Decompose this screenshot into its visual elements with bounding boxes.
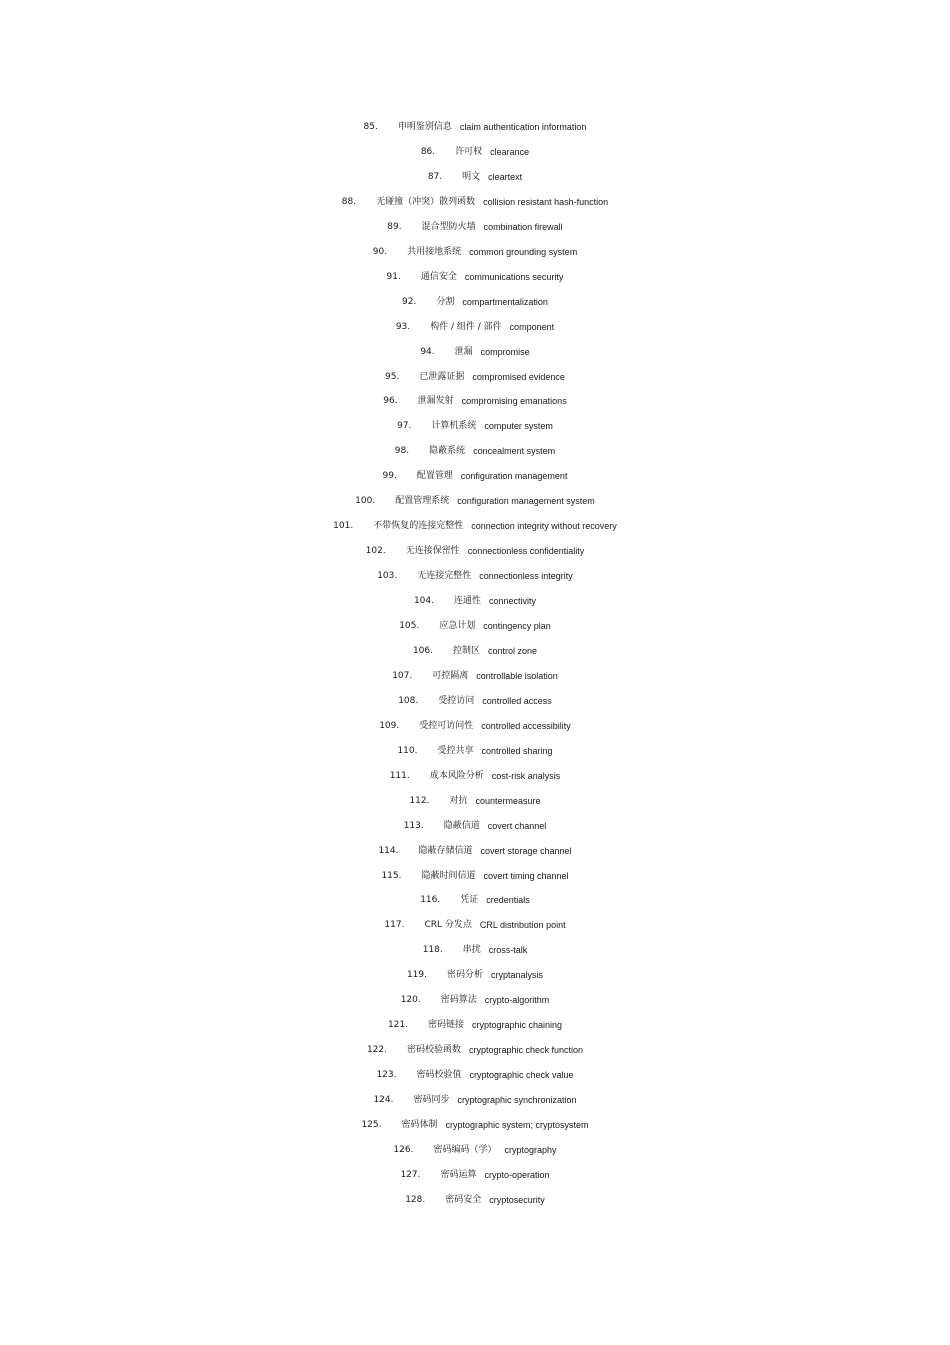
entry-chinese-term: 成本风险分析 [429,771,484,781]
glossary-entry [0,217,950,237]
entry-chinese-term: 计算机系统 [431,421,477,431]
entry-chinese-term: 共用接地系统 [407,247,462,257]
glossary-entry [0,391,950,411]
entry-english-term: cryptographic chaining [472,1020,563,1030]
entry-chinese-term: 无碰撞（冲突）散列函数 [376,197,476,207]
entry-number: 118. [422,945,443,955]
entry-number: 88. [341,197,357,207]
entry-number: 109. [379,721,400,731]
entry-chinese-term: 应急计划 [439,621,476,631]
entry-number: 94. [420,347,435,357]
glossary-entry [0,367,950,387]
entry-english-term: controlled sharing [481,746,553,756]
entry-english-term: cryptographic system; cryptosystem [445,1120,589,1130]
entry-number: 90. [372,247,388,257]
entry-number: 108. [398,696,419,706]
glossary-entry [0,342,950,362]
entry-chinese-term: 配置管理 [416,471,453,481]
entry-chinese-term: 密码编码（学） [433,1145,497,1155]
entry-number: 91. [386,272,401,282]
entry-number: 103. [377,571,398,581]
entry-number: 126. [393,1145,414,1155]
entry-number: 107. [392,671,413,681]
entry-chinese-term: 控制区 [453,646,481,656]
glossary-entry [0,466,950,486]
entry-english-term: contingency plan [483,621,551,631]
entry-number: 95. [385,372,400,382]
entry-chinese-term: 已泄露证据 [419,372,465,382]
glossary-entry [0,292,950,312]
entry-chinese-term: 无连接保密性 [405,546,460,556]
entry-chinese-term: 连通性 [454,596,482,606]
glossary-entry [0,1015,950,1035]
entry-english-term: compromise [480,347,530,357]
entry-chinese-term: 密码体制 [401,1120,438,1130]
entry-number: 116. [420,895,441,905]
glossary-entry [0,816,950,836]
entry-chinese-term: 配置管理系统 [395,496,450,506]
entry-number: 120. [400,995,421,1005]
entry-number: 85. [363,122,378,132]
entry-english-term: common grounding system [469,247,578,257]
entry-number: 114. [378,846,399,856]
entry-english-term: cryptosecurity [489,1195,545,1205]
entry-english-term: claim authentication information [459,122,587,132]
glossary-entry [0,915,950,935]
glossary-entry [0,741,950,761]
entry-chinese-term: 密码校验函数 [406,1045,461,1055]
entry-english-term: combination firewall [483,222,563,232]
entry-chinese-term: 明文 [462,172,481,182]
entry-english-term: cryptographic check function [469,1045,584,1055]
entry-chinese-term: 分割 [436,297,455,307]
entry-english-term: compartmentalization [462,297,548,307]
glossary-entry [0,491,950,511]
glossary-entry [0,1040,950,1060]
entry-english-term: computer system [484,421,553,431]
entry-number: 127. [400,1170,421,1180]
entry-chinese-term: 泄漏发射 [417,396,454,406]
glossary-entry [0,1115,950,1135]
entry-english-term: CRL distribution point [479,920,566,930]
entry-number: 101. [333,521,354,531]
entry-number: 98. [394,446,410,456]
entry-chinese-term: 隐蔽时间信道 [421,871,476,881]
entry-chinese-term: 受控共享 [437,746,474,756]
entry-number: 93. [395,322,411,332]
entry-number: 128. [405,1195,426,1205]
entry-chinese-term: 密码算法 [440,995,477,1005]
entry-number: 97. [397,421,412,431]
entry-number: 112. [409,796,430,806]
entry-english-term: communications security [464,272,564,282]
entry-english-term: crypto-algorithm [484,995,550,1005]
entry-english-term: cryptographic check value [469,1070,574,1080]
glossary-entry [0,242,950,262]
glossary-entry [0,1090,950,1110]
entry-chinese-term: 混合型防火墙 [421,222,476,232]
glossary-entry [0,566,950,586]
entry-english-term: connectionless integrity [479,571,573,581]
glossary-entry [0,541,950,561]
entry-english-term: connection integrity without recovery [471,521,617,531]
glossary-entry [0,841,950,861]
glossary-entry [0,791,950,811]
entry-number: 110. [397,746,418,756]
entry-number: 122. [366,1045,387,1055]
entry-english-term: connectivity [489,596,537,606]
entry-english-term: controlled accessibility [481,721,571,731]
entry-english-term: cross-talk [488,945,528,955]
entry-chinese-term: 无连接完整性 [417,571,472,581]
entry-chinese-term: 受控访问 [438,696,475,706]
glossary-entry [0,516,950,536]
glossary-entry [0,1165,950,1185]
entry-english-term: controlled access [482,696,552,706]
entry-chinese-term: 许可权 [455,147,483,157]
entry-number: 111. [389,771,410,781]
entry-english-term: clearance [490,147,530,157]
glossary-entry [0,591,950,611]
glossary-entry [0,990,950,1010]
entry-english-term: cost-risk analysis [491,771,561,781]
glossary-entry [0,940,950,960]
entry-chinese-term: 可控隔离 [432,671,469,681]
glossary-entry [0,691,950,711]
entry-number: 86. [420,147,436,157]
entry-english-term: controllable isolation [476,671,558,681]
entry-english-term: component [509,322,555,332]
entry-english-term: connectionless confidentiality [467,546,585,556]
entry-chinese-term: 对抗 [449,796,468,806]
entry-number: 89. [387,222,402,232]
entry-chinese-term: 串扰 [462,945,481,955]
entry-chinese-term: 受控可访问性 [419,721,474,731]
entry-number: 125. [361,1120,382,1130]
entry-number: 117. [384,920,405,930]
glossary-entry [0,1065,950,1085]
glossary-entry [0,167,950,187]
entry-english-term: configuration management [460,471,568,481]
glossary-entry [0,641,950,661]
entry-number: 92. [402,297,417,307]
entry-number: 124. [373,1095,394,1105]
entry-chinese-term: 密码同步 [413,1095,450,1105]
glossary-entry [0,117,950,137]
entry-number: 106. [412,646,433,656]
entry-chinese-term: 密码安全 [445,1195,482,1205]
glossary-entry [0,1140,950,1160]
entry-english-term: cryptographic synchronization [457,1095,577,1105]
entry-english-term: crypto-operation [484,1170,550,1180]
glossary-entry [0,142,950,162]
glossary-entry [0,890,950,910]
entry-english-term: covert channel [487,821,547,831]
entry-number: 113. [403,821,424,831]
entry-number: 102. [365,546,386,556]
entry-english-term: credentials [486,895,530,905]
glossary-entry [0,866,950,886]
entry-chinese-term: 泄漏 [454,347,473,357]
entry-english-term: countermeasure [475,796,541,806]
entry-english-term: collision resistant hash-function [483,197,609,207]
glossary-entry [0,441,950,461]
entry-chinese-term: 密码校验值 [416,1070,462,1080]
glossary-entry [0,416,950,436]
entry-english-term: compromised evidence [472,372,565,382]
entry-chinese-term: 密码运算 [440,1170,477,1180]
entry-chinese-term: 密码链接 [427,1020,464,1030]
entry-number: 119. [406,970,427,980]
entry-english-term: compromising emanations [461,396,567,406]
entry-english-term: cryptanalysis [491,970,544,980]
entry-number: 87. [427,172,443,182]
entry-chinese-term: 申明鉴别信息 [397,122,452,132]
entry-english-term: covert timing channel [483,871,569,881]
entry-chinese-term: 隐蔽存储信道 [418,846,473,856]
glossary-entry [0,192,950,212]
entry-english-term: concealment system [473,446,556,456]
entry-english-term: cryptography [504,1145,557,1155]
glossary-entry [0,965,950,985]
entry-number: 96. [383,396,398,406]
glossary-entry [0,766,950,786]
entry-number: 121. [387,1020,408,1030]
entry-chinese-term: 不带恢复的连接完整性 [373,521,464,531]
glossary-entry [0,267,950,287]
entry-number: 104. [413,596,434,606]
glossary-entry [0,716,950,736]
entry-number: 99. [382,471,397,481]
entry-chinese-term: 隐蔽系统 [429,446,466,456]
entry-number: 100. [355,496,376,506]
entry-number: 115. [381,871,402,881]
entry-number: 105. [399,621,420,631]
entry-chinese-term: 凭证 [460,895,479,905]
entry-english-term: configuration management system [457,496,595,506]
entry-chinese-term: 隐蔽信道 [443,821,480,831]
glossary-entry [0,317,950,337]
entry-chinese-term: CRL 分发点 [424,920,472,930]
glossary-entry [0,1190,950,1210]
entry-chinese-term: 通信安全 [420,272,457,282]
glossary-entry [0,666,950,686]
glossary-entry [0,616,950,636]
entry-english-term: covert storage channel [480,846,572,856]
entry-chinese-term: 密码分析 [447,970,484,980]
entry-english-term: cleartext [488,172,523,182]
entry-chinese-term: 构件 / 组件 / 部件 [430,322,502,332]
entry-number: 123. [376,1070,397,1080]
entry-english-term: control zone [488,646,538,656]
